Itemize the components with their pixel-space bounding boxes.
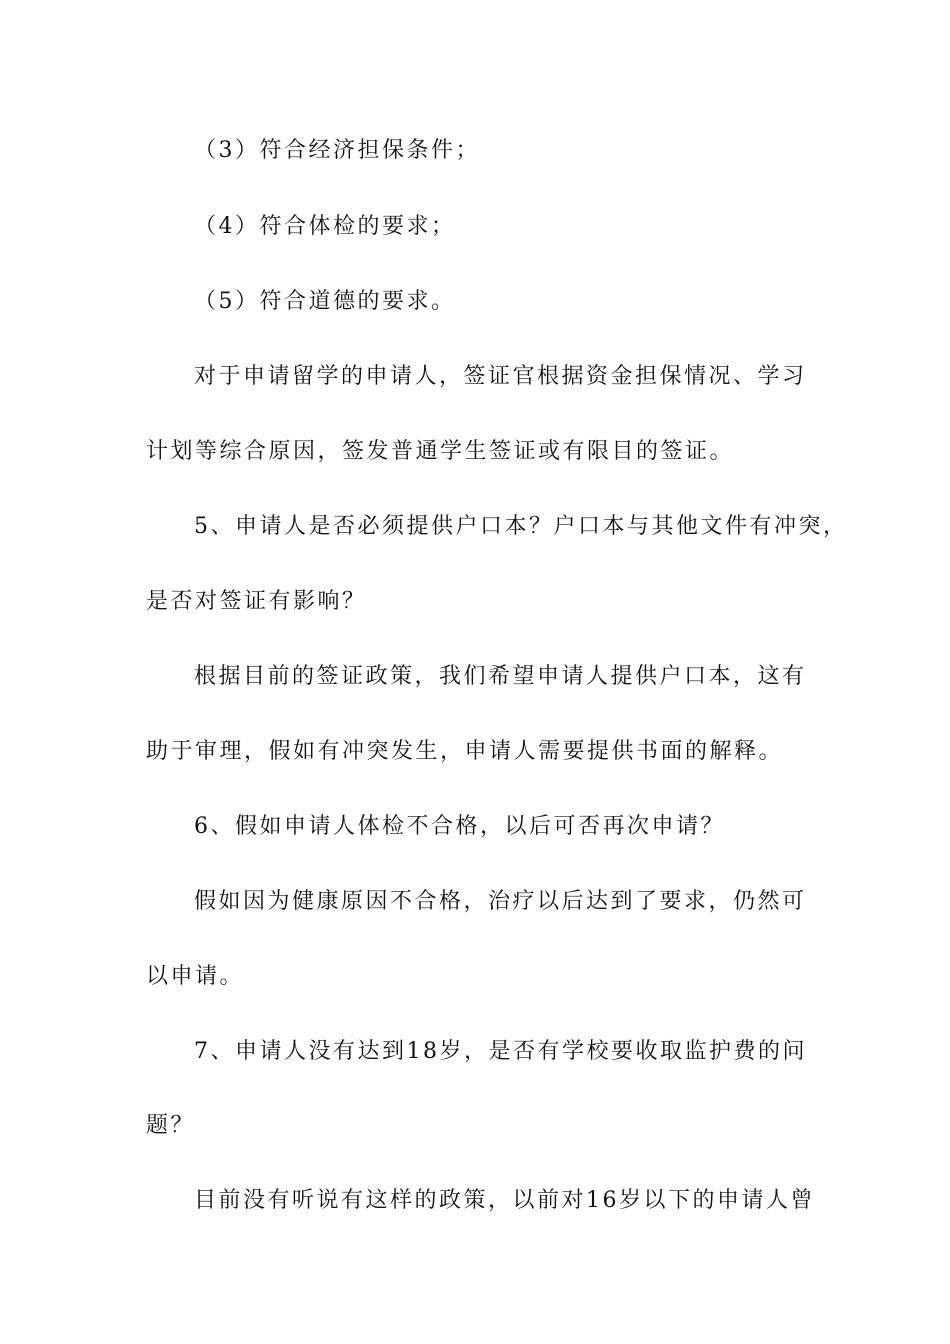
question-heading: 7、申请人没有达到18岁，是否有学校要收取监护费的问: [194, 1039, 807, 1064]
paragraph-line: 计划等综合原因，签发普通学生签证或有限目的签证。: [146, 439, 735, 464]
paragraph-line: 假如因为健康原因不合格，治疗以后达到了要求，仍然可: [194, 889, 807, 914]
paragraph-line: 对于申请留学的申请人，签证官根据资金担保情况、学习: [194, 364, 807, 389]
list-item-5: （5）符合道德的要求。: [194, 289, 456, 314]
question-heading: 5、申请人是否必须提供户口本？户口本与其他文件有冲突，: [194, 514, 848, 539]
list-item-3: （3）符合经济担保条件；: [194, 138, 480, 163]
paragraph-line: 以申请。: [146, 964, 245, 989]
question-heading: 题？: [146, 1113, 196, 1138]
question-heading: 6、假如申请人体检不合格，以后可否再次申请？: [194, 814, 725, 839]
paragraph-line: 助于审理，假如有冲突发生，申请人需要提供书面的解释。: [146, 739, 784, 764]
paragraph-line: 根据目前的签证政策，我们希望申请人提供户口本，这有: [194, 664, 807, 689]
paragraph-line: 目前没有听说有这样的政策，以前对16岁以下的申请人曾: [194, 1188, 815, 1213]
list-item-4: （4）符合体检的要求；: [194, 214, 456, 239]
question-heading: 是否对签证有影响？: [146, 589, 367, 614]
